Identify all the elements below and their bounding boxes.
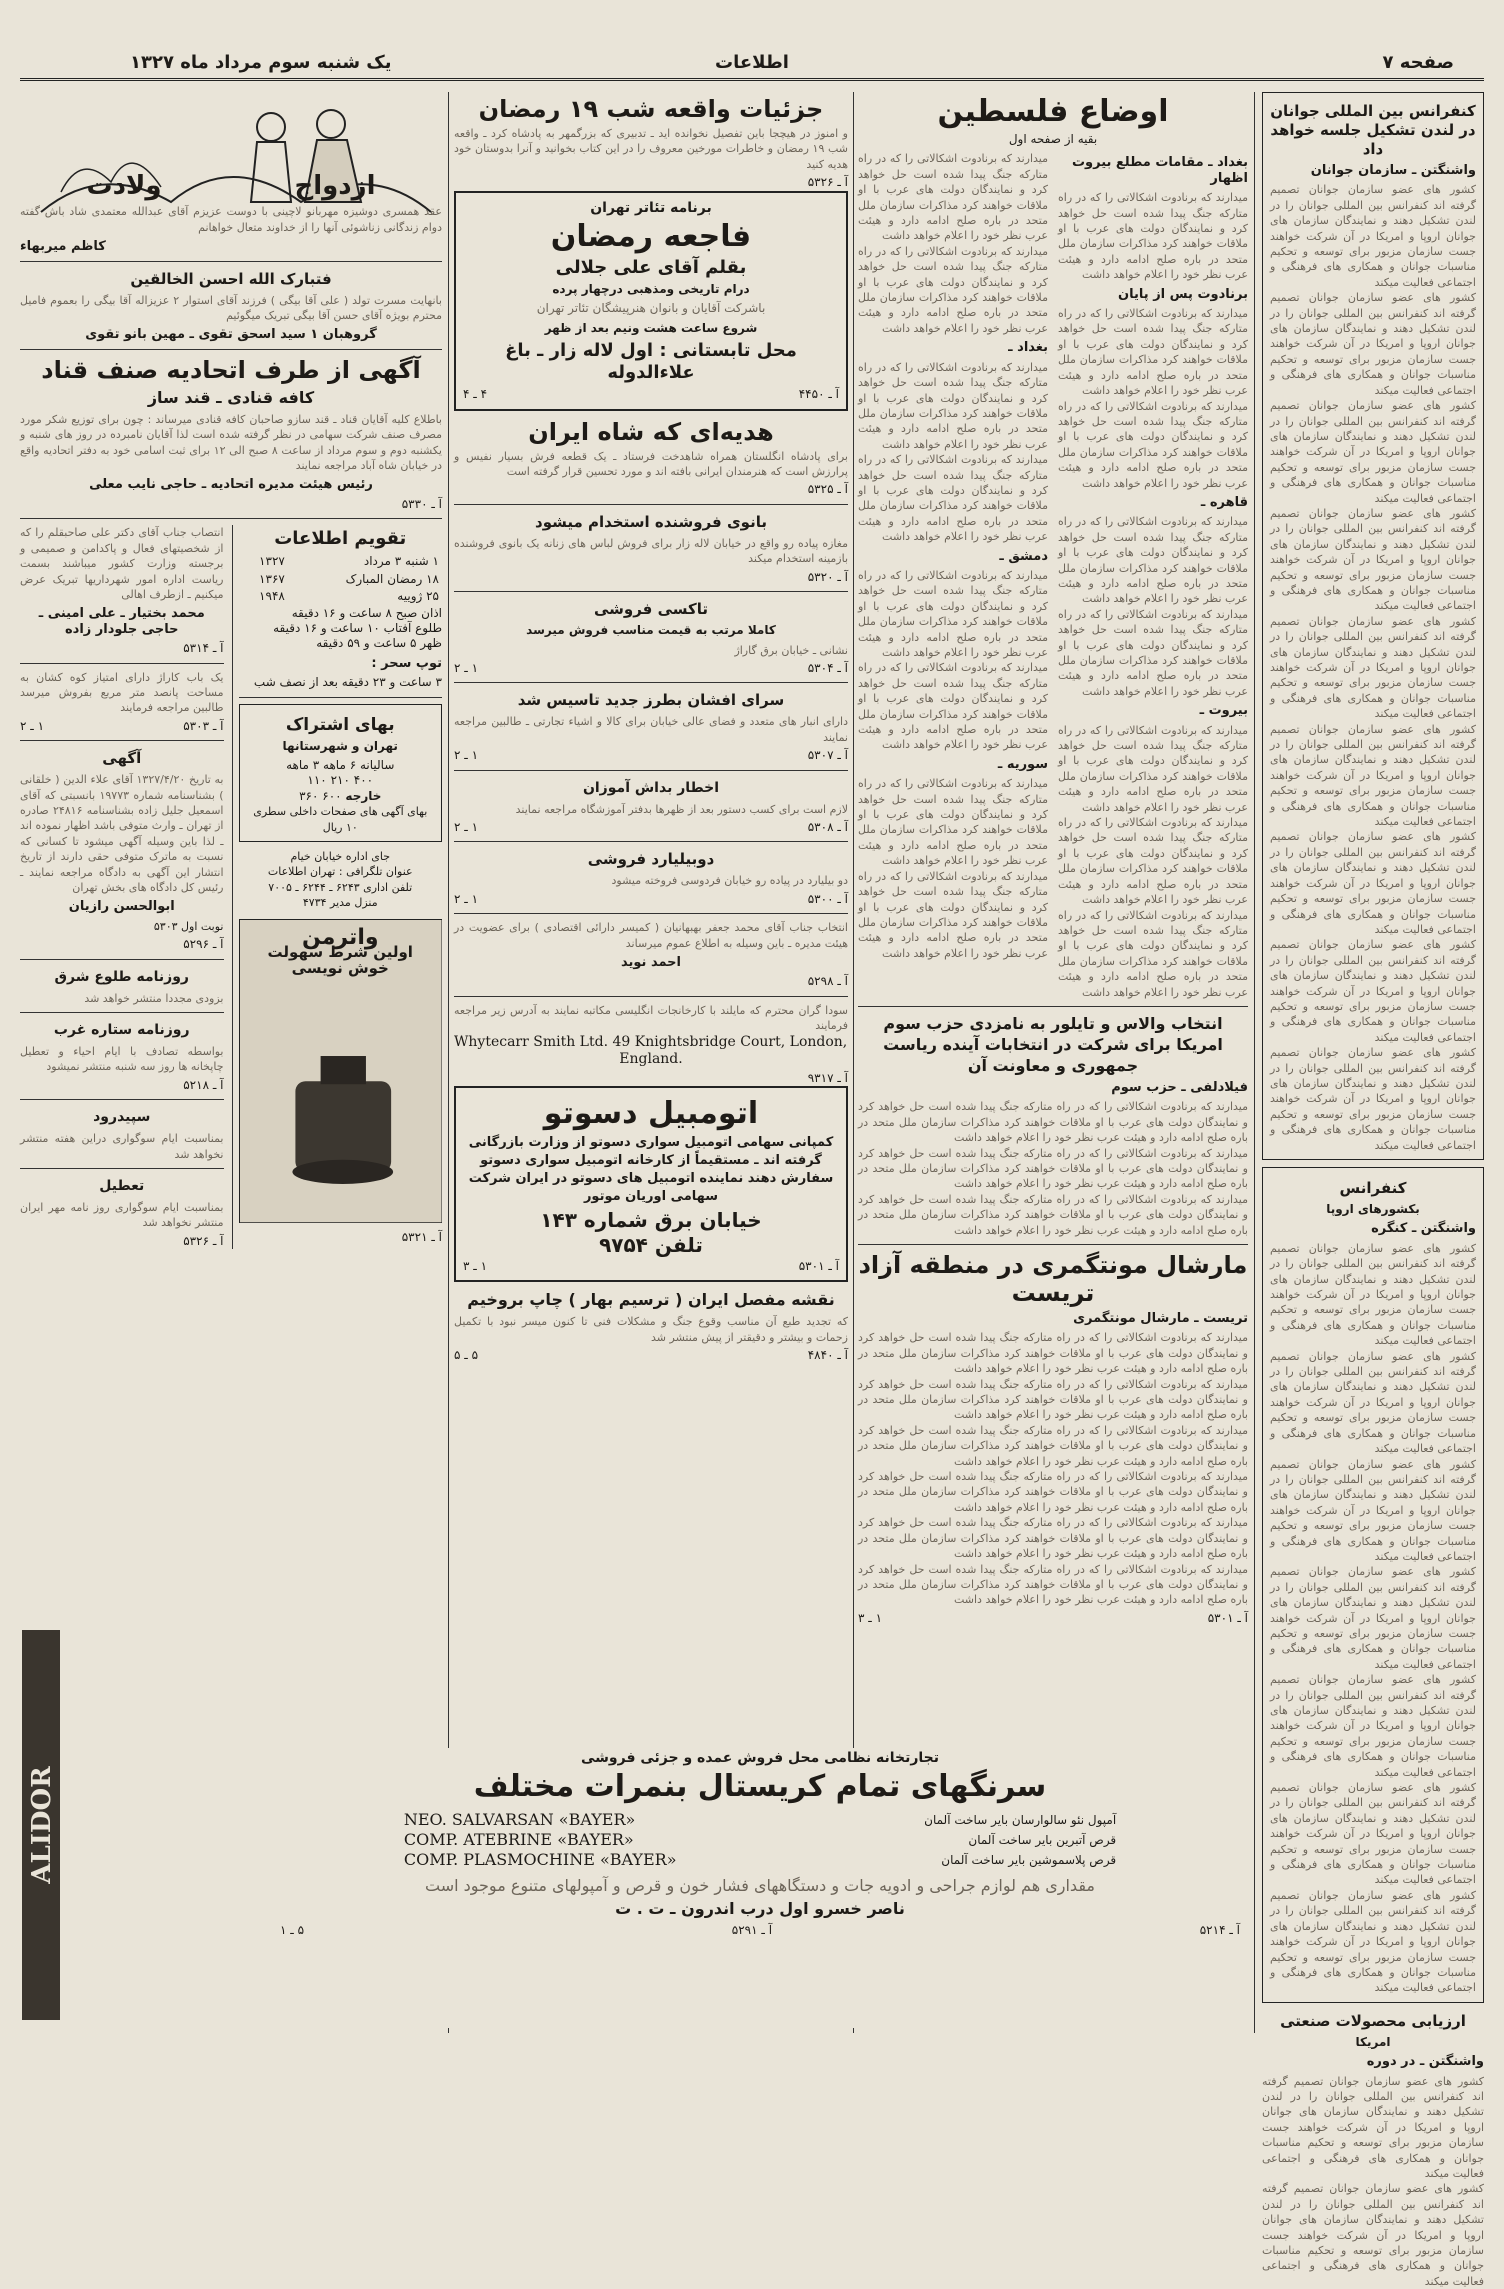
ad-title: سرنگهای تمام کریستال بنمرات مختلف — [473, 1769, 1047, 1804]
subscription-label: خارجه — [345, 788, 382, 803]
drug-name-latin: COMP. ATEBRINE «BAYER» — [403, 1830, 634, 1849]
article-body: میدارند که برنادوت اشکالاتی را که در راه متارکه جنگ پیدا شده است حل خواهد کرد و نمایندگان دولت های عرب با او ملاقات خواهند کرد مذاکرات سازمان ملل متحد در باره صلح ادامه دارد و هیئت عرب نظر خود را اعلام خواهد داشت — [1058, 191, 1248, 282]
notice-body: به تاریخ ۱۳۲۷/۴/۲۰ آقای علاء الدین ( خلقانی ) بشناسنامه شماره ۱۹۷۷۳ بانسبتی که آقای اسمعیل جلیل زاده بشناسنامه ۲۴۸۱۶ صادره از تهران ـ وارث متوفی باشد اظهار نموده اند ـ لذا باین وسیله آگهی میشود تا کسانی که نسبت به ماترک متوفی حقی دارند از تاریخ انتشار این آگهی به دادگاه مراجعه نمایند ـ رئیس کل دادگاه های بخش تهران — [20, 773, 224, 894]
ad-title: سرای افشان بطرز جدید تاسیس شد — [517, 691, 785, 710]
divider — [20, 1168, 224, 1169]
calendar-year: ۱۹۴۸ — [259, 589, 285, 604]
ad-code-run: ۱ ـ ۳ — [463, 1259, 488, 1273]
ad-code-number: آ ـ ۵۲۹۱ — [731, 1923, 773, 1937]
ad-body: مقداری هم لوازم جراحی و ادویه جات و دستگاههای فشار خون و قرص و آمپولهای متنوع موجود است — [425, 1876, 1095, 1895]
ad-code — [20, 641, 224, 656]
article-body: کشور های عضو سازمان جوانان تصمیم گرفته اند کنفرانس بین المللی جوانان را در لندن تشکیل دهند و نمایندگان سازمان های جوانان اروپا و امریکا در آن شرکت خواهند جست سازمان مزبور برای توسعه و تحکیم مناسبات جوانان و همکاری های فرهنگی و اجتماعی فعالیت میکند — [1270, 1888, 1476, 1995]
ad-body: دو بیلیارد در پیاده رو خیابان فردوسی فروخته میشود — [611, 874, 848, 888]
drug-name: قرص آتبرین بایر ساخت آلمان — [968, 1833, 1117, 1847]
ad-code-run: ۵ ـ ۱ — [280, 1923, 305, 1937]
article-body: میدارند که برنادوت اشکالاتی را که در راه متارکه جنگ پیدا شده است حل خواهد کرد و نمایندگان دولت های عرب با او ملاقات خواهند کرد مذاکرات سازمان ملل متحد در باره صلح ادامه دارد و هیئت عرب نظر خود را اعلام خواهد داشت — [1058, 607, 1248, 698]
holiday-notice — [20, 1175, 224, 1249]
drug-name: آمپول نئو سالوارسان بایر ساخت آلمان — [924, 1813, 1117, 1827]
article-body: میدارند که برنادوت اشکالاتی را که در راه متارکه جنگ پیدا شده است حل خواهد کرد و نمایندگان دولت های عرب با او ملاقات خواهند کرد مذاکرات سازمان ملل متحد در باره صلح ادامه دارد و هیئت عرب نظر خود را اعلام خواهد داشت — [858, 152, 1048, 243]
notice-body: عقد همسری دوشیزه مهربانو لاچینی با دوست عزیزم آقای عبدالله معتمدی شاد باش گفته دوام زندگانی زناشوئی آنها را از خداوند متعال خواهانم — [20, 205, 442, 234]
whytecarr-ad — [454, 1003, 848, 1086]
notice-title: روزنامه ستاره غرب — [53, 1022, 190, 1039]
article-body: میدارند که برنادوت اشکالاتی را که در راه متارکه جنگ پیدا شده است حل خواهد کرد و نمایندگان دولت های عرب با او ملاقات خواهند کرد مذاکرات سازمان ملل متحد در باره صلح ادامه دارد و هیئت عرب نظر خود را اعلام خواهد داشت — [858, 1377, 1248, 1422]
ad-code — [20, 719, 224, 734]
ad-code-run: ۱ ـ ۲ — [454, 891, 479, 906]
issue-date: یک شنبه سوم مرداد ماه ۱۳۲۷ — [130, 52, 392, 73]
calendar-row — [239, 553, 443, 570]
ad-body: سودا گران محترم که مایلند با کارخانجات انگلیسی مکاتبه نمایند به آدرس زیر مراجعه فرمایند — [454, 1003, 848, 1033]
subscription-note: بهای آگهی های صفحات داخلی سطری ۱۰ ریال — [253, 805, 428, 834]
ad-code — [454, 1348, 848, 1363]
article-body: میدارند که برنادوت اشکالاتی را که در راه متارکه جنگ پیدا شده است حل خواهد کرد و نمایندگان دولت های عرب با او ملاقات خواهند کرد مذاکرات سازمان ملل متحد در باره صلح ادامه دارد و هیئت عرب نظر خود را اعلام خواهد داشت — [858, 1516, 1248, 1561]
left-notices — [20, 525, 224, 1249]
calendar-noon: ظهر ۵ ساعت و ۵۹ دقیقه — [316, 636, 442, 651]
calendar-table — [239, 553, 443, 605]
notice-body: بمناسبت ایام سوگواری روز نامه مهر ایران منتشر نخواهد شد — [20, 1201, 224, 1230]
ad-code — [20, 937, 224, 952]
ad-code-run: ۱ ـ ۲ — [454, 660, 479, 675]
ink-ad-line: اولین شرط سهولت — [267, 943, 413, 962]
ad-body: کمپانی سهامی اتومبیل سواری دسوتو از وزارت بازرگانی گرفته اند ـ مستقیماً از کارخانه اتومبیل سواری دسوتو سفارش دهند نماینده اتومبیل های دسوتو در ایران شرکت سهامی اوریان موتور — [468, 1135, 834, 1204]
ad-code-number: آ ـ ۵۳۲۶ — [183, 1233, 224, 1248]
ad-title: بانوی فروشنده استخدام میشود — [535, 512, 767, 531]
article-lead: برنادوت پس از پایان — [1118, 286, 1248, 302]
ad-code — [454, 820, 848, 835]
article-lead: بغداد ـ مقامات مطلع بیروت اظهار — [1071, 155, 1248, 186]
ad-code-number: آ ـ ۵۲۹۶ — [183, 937, 224, 952]
ad-header: تجارتخانه نظامی محل فروش عمده و جزئی فروشی — [581, 1750, 939, 1766]
article-body: میدارند که برنادوت اشکالاتی را که در راه متارکه جنگ پیدا شده است حل خواهد کرد و نمایندگان دولت های عرب با او ملاقات خواهند کرد مذاکرات سازمان ملل متحد در باره صلح ادامه دارد و هیئت عرب نظر خود را اعلام خواهد داشت — [1058, 723, 1248, 814]
divider — [20, 1099, 224, 1100]
ad-code — [463, 1259, 839, 1274]
setareh-notice — [20, 1019, 224, 1093]
ad-title: نقشه مفصل ایران ( ترسیم بهار ) چاپ بروخیم — [467, 1290, 835, 1310]
calendar-cannon-title: توپ سحر : — [371, 655, 442, 671]
alidor-side-ad — [22, 1630, 60, 2020]
divider — [20, 1012, 224, 1013]
calendar-and-subscription — [232, 525, 443, 1249]
notice-subtitle: کافه قنادی ـ قند ساز — [147, 387, 315, 407]
article-lead: واشنگتن ـ در دوره — [1366, 2054, 1484, 2070]
alidor-brand: ALIDOR — [27, 1766, 57, 1884]
ad-code — [454, 570, 848, 585]
article-body: میدارند که برنادوت اشکالاتی را که در راه متارکه جنگ پیدا شده است حل خواهد کرد و نمایندگان دولت های عرب با او ملاقات خواهند کرد مذاکرات سازمان ملل متحد در باره صلح ادامه دارد و هیئت عرب نظر خود را اعلام خواهد داشت — [858, 661, 1048, 752]
article-headline: هدیه‌ای که شاه ایران — [528, 417, 774, 446]
ad-code-number: آ ـ ۵۳۲۱ — [401, 1229, 442, 1244]
article-body: میدارند که برنادوت اشکالاتی را که در راه متارکه جنگ پیدا شده است حل خواهد کرد و نمایندگان دولت های عرب با او ملاقات خواهند کرد مذاکرات سازمان ملل متحد در باره صلح ادامه دارد و هیئت عرب نظر خود را اعلام خواهد داشت — [858, 568, 1048, 659]
page-number: صفحه ۷ — [1382, 52, 1454, 73]
ad-author: بقلم آقای علی جلالی — [555, 257, 747, 279]
article-body: کشور های عضو سازمان جوانان تصمیم گرفته اند کنفرانس بین المللی جوانان را در لندن تشکیل دهند و نمایندگان سازمان های جوانان اروپا و امریکا در آن شرکت خواهند جست سازمان مزبور برای توسعه و تحکیم مناسبات جوانان و همکاری های فرهنگی و اجتماعی فعالیت میکند — [1270, 1241, 1476, 1348]
sepidrud-notice — [20, 1106, 224, 1162]
office-phone: تلفن اداری ۶۲۴۳ ـ ۶۲۴۴ ـ ۷۰۰۵ — [268, 880, 413, 894]
ad-code-number: آ ـ ۵۳۰۷ — [807, 748, 848, 763]
calendar-azan: اذان صبح ۸ ساعت و ۱۶ دقیقه — [291, 605, 442, 620]
ad-venue: محل تابستانی : اول لاله زار ـ باغ علاءالدوله — [505, 340, 797, 384]
ad-address-country: England. — [619, 1050, 683, 1067]
notice-body: بواسطه تصادف با ایام احیاء و تعطیل چاپخانه ها روز سه شنبه منتشر نمیشود — [20, 1045, 224, 1074]
ad-code-run: ۱ ـ ۳ — [858, 1610, 883, 1625]
court-notice — [20, 747, 224, 952]
ad-time: شروع ساعت هشت ونیم بعد از ظهر — [544, 320, 758, 335]
subscription-box — [239, 704, 443, 842]
calendar-sunrise: طلوع آفتاب ۱۰ ساعت و ۱۶ دقیقه — [273, 620, 442, 635]
article-subhead: بکشورهای اروپا — [1326, 1202, 1420, 1216]
article-body: میدارند که برنادوت اشکالاتی را که در راه متارکه جنگ پیدا شده است حل خواهد کرد و نمایندگان دولت های عرب با او ملاقات خواهند کرد مذاکرات سازمان ملل متحد در باره صلح ادامه دارد و هیئت عرب نظر خود را اعلام خواهد داشت — [858, 1100, 1248, 1145]
article-body: میدارند که برنادوت اشکالاتی را که در راه متارکه جنگ پیدا شده است حل خواهد کرد و نمایندگان دولت های عرب با او ملاقات خواهند کرد مذاکرات سازمان ملل متحد در باره صلح ادامه دارد و هیئت عرب نظر خود را اعلام خواهد داشت — [858, 1562, 1248, 1607]
ad-code — [454, 1071, 848, 1086]
article-body: کشور های عضو سازمان جوانان تصمیم گرفته اند کنفرانس بین المللی جوانان را در لندن تشکیل دهند و نمایندگان سازمان های جوانان اروپا و امریکا در آن شرکت خواهند جست سازمان مزبور برای توسعه و تحکیم مناسبات جوانان و همکاری های فرهنگی و اجتماعی فعالیت میکند — [1270, 614, 1476, 721]
ad-code-number: آ ـ ۵۲۹۸ — [807, 974, 848, 989]
ad-address: Whytecarr Smith Ltd. 49 Knightsbridge Court, London, — [454, 1033, 848, 1050]
ad-code-run: ۱ ـ ۲ — [454, 748, 479, 763]
theater-ad — [454, 191, 848, 411]
article-headline: اوضاع فلسطین — [937, 94, 1169, 129]
calendar-row — [239, 571, 443, 588]
tolu-notice — [20, 966, 224, 1006]
column-rule — [853, 92, 854, 2033]
divider — [858, 1244, 1248, 1245]
article-headline: مارشال مونتگمری در منطقه آزاد تریست — [858, 1251, 1248, 1307]
subscription-subtitle: تهران و شهرستانها — [282, 738, 398, 753]
ad-code — [20, 497, 442, 512]
article-body: کشور های عضو سازمان جوانان تصمیم گرفته اند کنفرانس بین المللی جوانان را در لندن تشکیل دهند و نمایندگان سازمان های جوانان اروپا و امریکا در آن شرکت خواهند جست سازمان مزبور برای توسعه و تحکیم مناسبات جوانان و همکاری های فرهنگی و اجتماعی فعالیت میکند — [1270, 291, 1476, 397]
office-address: جای اداره خیابان خیام — [290, 849, 391, 863]
ad-title: دوبیلیارد فروشی — [587, 850, 715, 869]
notice-signature: رئیس هیئت مدیره اتحادیه ـ حاجی نایب معلی — [89, 477, 373, 493]
article-lead: بغداد ـ — [1008, 340, 1048, 356]
article-lead: سوریه ـ — [997, 756, 1048, 772]
article-lead: واشنگتن ـ سازمان جوانان — [1310, 163, 1476, 178]
notice-body: باطلاع کلیه آقایان قناد ـ قند سازو صاحبان کافه قنادی میرساند : چون برای توزیع شکر مورد مصرف صنف شرکت سهامی در نظر گرفته شده است لذا آقایان نامبرده در روز های شنبه و یکشنبه دوم و سوم مرداد از ساعت ۸ صبح الی ۱۲ برای ثبت اسامی خود به دفتر اتحادیه واقع در خیابان شاه آباد مراجعه نمایند — [20, 412, 442, 473]
article-lead: قاهره ـ — [1200, 494, 1248, 510]
editor-phone: منزل مدیر ۴۷۳۴ — [302, 896, 378, 910]
desoto-ad — [454, 1086, 848, 1282]
ad-code-number: آ ـ ۵۳۰۳ — [183, 718, 224, 733]
ad-code — [454, 482, 848, 497]
ink-ad-line: خوش نویسی — [291, 958, 389, 977]
ad-code-number: آ ـ ۵۳۰۸ — [807, 819, 848, 834]
divider — [20, 261, 442, 262]
article-body: برای پادشاه انگلستان همراه شاهدخت فرستاد ـ یک قطعه فرش بسیار نفیس و پرارزش است که هنرمندان ایرانی بافته اند و مورد تحسین قرار گرفته است — [454, 449, 848, 479]
ad-code-number: آ ـ ۴۸۴۰ — [807, 1348, 848, 1363]
article-body: میدارند که برنادوت اشکالاتی را که در راه متارکه جنگ پیدا شده است حل خواهد کرد و نمایندگان دولت های عرب با او ملاقات خواهند کرد مذاکرات سازمان ملل متحد در باره صلح ادامه دارد و هیئت عرب نظر خود را اعلام خواهد داشت — [858, 1146, 1248, 1191]
notice-title: فتبارک الله احسن الخالقین — [130, 269, 332, 288]
calendar-cannon: ۳ ساعت و ۲۳ دقیقه بعد از نصف شب — [253, 675, 442, 690]
ad-code-run: ۱ ـ ۲ — [20, 718, 45, 733]
article-headline: ارزیابی محصولات صنعتی — [1280, 2011, 1466, 2030]
article-body: کشور های عضو سازمان جوانان تصمیم گرفته اند کنفرانس بین المللی جوانان را در لندن تشکیل دهند و نمایندگان سازمان های جوانان اروپا و امریکا در آن شرکت خواهند جست سازمان مزبور برای توسعه و تحکیم مناسبات جوانان و همکاری های فرهنگی و اجتماعی فعالیت میکند — [1270, 1349, 1476, 1456]
article-body: کشور های عضو سازمان جوانان تصمیم گرفته اند کنفرانس بین المللی جوانان را در لندن تشکیل دهند و نمایندگان سازمان های جوانان اروپا و امریکا در آن شرکت خواهند جست سازمان مزبور برای توسعه و تحکیم مناسبات جوانان و همکاری های فرهنگی و اجتماعی فعالیت میکند — [1270, 183, 1476, 289]
ad-code-number: آ ـ ۵۲۱۴ — [1199, 1923, 1240, 1937]
saleslady-ad — [454, 511, 848, 585]
article-body: میدارند که برنادوت اشکالاتی را که در راه متارکه جنگ پیدا شده است حل خواهد کرد و نمایندگان دولت های عرب با او ملاقات خواهند کرد مذاکرات سازمان ملل متحد در باره صلح ادامه دارد و هیئت عرب نظر خود را اعلام خواهد داشت — [858, 453, 1048, 544]
article-body: میدارند که برنادوت اشکالاتی را که در راه متارکه جنگ پیدا شده است حل خواهد کرد و نمایندگان دولت های عرب با او ملاقات خواهند کرد مذاکرات سازمان ملل متحد در باره صلح ادامه دارد و هیئت عرب نظر خود را اعلام خواهد داشت — [858, 777, 1048, 868]
notice-body: انتخاب جناب آقای محمد جعفر بهبهانیان ( کمیسر دارائی اقتصادی ) برای عضویت در هیئت مدیره ـ باین وسیله به اطلاع عموم میرساند — [454, 921, 848, 950]
notice-title: آگهی از طرف اتحادیه صنف قناد — [41, 355, 421, 384]
notice-signature: کاظم میربهاء — [20, 239, 106, 255]
divider — [454, 770, 848, 771]
confectioners-union-notice — [20, 356, 442, 512]
article-body: کشور های عضو سازمان جوانان تصمیم گرفته اند کنفرانس بین المللی جوانان را در لندن تشکیل دهند و نمایندگان سازمان های جوانان اروپا و امریکا در آن شرکت خواهند جست سازمان مزبور برای توسعه و تحکیم مناسبات جوانان و همکاری های فرهنگی و اجتماعی فعالیت میکند — [1270, 938, 1476, 1044]
ad-cast: باشرکت آقایان و بانوان هنرپیشگان تئاتر تهران — [536, 301, 766, 316]
ad-address: ناصر خسرو اول درب اندرون ـ ت . ت — [615, 1899, 905, 1918]
calendar-date: ۱۸ رمضان المبارک — [345, 571, 439, 586]
calendar-year: ۱۳۶۷ — [259, 571, 285, 586]
ink-ad-text — [240, 924, 442, 1070]
europe-article — [1262, 1167, 1484, 2003]
palestine-column — [858, 92, 1248, 2033]
notice-body: بزودی مجددا منتشر خواهد شد — [84, 991, 224, 1005]
garage-ad — [20, 670, 224, 735]
article-body: کشور های عضو سازمان جوانان تصمیم گرفته اند کنفرانس بین المللی جوانان را در لندن تشکیل دهند و نمایندگان سازمان های جوانان اروپا و امریکا در آن شرکت خواهند جست سازمان مزبور برای توسعه و تحکیم مناسبات جوانان و همکاری های فرهنگی و اجتماعی فعالیت میکند — [1270, 399, 1476, 505]
birth-notice — [20, 268, 442, 343]
divider — [454, 913, 848, 914]
article-headline: کنفرانس بین المللی جوانان در لندن تشکیل جلسه خواهد داد — [1270, 102, 1476, 158]
article-headline: کنفرانس — [1339, 1179, 1407, 1197]
drug-list-latin — [404, 1810, 677, 1870]
ad-code-number: آ ـ ۵۲۱۸ — [183, 1077, 224, 1092]
article-headline: انتخاب والاس و تایلور به نامزدی حزب سوم امریکا برای شرکت در انتخابات آینده ریاست جمهوری و معاونت آن — [883, 1013, 1223, 1075]
ad-code-number: آ ـ ۵۳۰۴ — [807, 660, 848, 675]
ad-code — [463, 387, 839, 402]
ad-body: مغازه پیاده رو واقع در خیابان لاله زار برای فروش لباس های زنانه یک بانوی فروشنده بازمینه استخدام میکند — [454, 536, 848, 566]
ad-code-run: ۵ ـ ۵ — [454, 1348, 479, 1363]
palestine-article — [858, 95, 1248, 1000]
wedding-notice — [20, 204, 442, 254]
ad-title: تاکسی فروشی — [593, 600, 709, 619]
left-split-section — [20, 525, 442, 1249]
ad-code — [454, 748, 848, 763]
article-headline: جزئیات واقعه شب ۱۹ رمضان — [478, 95, 824, 123]
subscription-title: بهای اشتراک — [285, 714, 395, 735]
map-ad — [454, 1289, 848, 1363]
article-body: کشور های عضو سازمان جوانان تصمیم گرفته اند کنفرانس بین المللی جوانان را در لندن تشکیل دهند و نمایندگان سازمان های جوانان اروپا و امریکا در آن شرکت خواهند جست سازمان مزبور برای توسعه و تحکیم مناسبات جوانان و همکاری های فرهنگی و اجتماعی فعالیت میکند — [1270, 1565, 1476, 1671]
article-subhead: امریکا — [1355, 2034, 1391, 2049]
notice-signature: ابوالحسن رازیان — [68, 899, 175, 915]
ad-code-number: آ ـ ۵۳۲۰ — [807, 569, 848, 584]
ad-body: نشانی ـ خیابان برق گاراژ — [734, 643, 848, 657]
divider — [20, 663, 224, 664]
wedding-heading: ازدواج — [294, 171, 376, 201]
products-article — [1262, 2010, 1484, 2289]
ad-code-run: ۴ ـ ۴ — [463, 387, 488, 402]
subscription-row: ۴۰۰ ۲۱۰ ۱۱۰ — [307, 773, 374, 788]
article-lead: دمشق ـ — [999, 548, 1048, 564]
ad-code — [454, 175, 848, 190]
ad-code-number: آ ـ ۹۳۱۷ — [807, 1070, 848, 1085]
center-column — [454, 92, 848, 2033]
article-body: کشور های عضو سازمان جوانان تصمیم گرفته اند کنفرانس بین المللی جوانان را در لندن تشکیل دهند و نمایندگان سازمان های جوانان اروپا و امریکا در آن شرکت خواهند جست سازمان مزبور برای توسعه و تحکیم مناسبات جوانان و همکاری های فرهنگی و اجتماعی فعالیت میکند — [1270, 1673, 1476, 1779]
divider — [454, 996, 848, 997]
article-subhead: بقیه از صفحه اول — [1008, 132, 1098, 146]
ad-description: درام تاریخی ومذهبی درچهار پرده — [552, 282, 750, 297]
ad-code — [454, 892, 848, 907]
calendar-title: تقویم اطلاعات — [274, 528, 407, 550]
article-body: میدارند که برنادوت اشکالاتی را که در راه متارکه جنگ پیدا شده است حل خواهد کرد و نمایندگان دولت های عرب با او ملاقات خواهند کرد مذاکرات سازمان ملل متحد در باره صلح ادامه دارد و هیئت عرب نظر خود را اعلام خواهد داشت — [1058, 816, 1248, 907]
ad-code — [454, 661, 848, 676]
article-body: کشور های عضو سازمان جوانان تصمیم گرفته اند کنفرانس بین المللی جوانان را در لندن تشکیل دهند و نمایندگان سازمان های جوانان اروپا و امریکا در آن شرکت خواهند جست سازمان مزبور برای توسعه و تحکیم مناسبات جوانان و همکاری های فرهنگی و اجتماعی فعالیت میکند — [1270, 1046, 1476, 1152]
gift-article — [454, 418, 848, 498]
divider — [454, 841, 848, 842]
article-body: کشور های عضو سازمان جوانان تصمیم گرفته اند کنفرانس بین المللی جوانان را در لندن تشکیل دهند و نمایندگان سازمان های جوانان اروپا و امریکا در آن شرکت خواهند جست سازمان مزبور برای توسعه و تحکیم مناسبات جوانان و همکاری های فرهنگی و اجتماعی فعالیت میکند — [1270, 1457, 1476, 1563]
divider — [20, 518, 442, 519]
telegraph-address: عنوان تلگرافی : تهران اطلاعات — [267, 865, 413, 879]
ad-address: خیابان برق شماره ۱۴۳ — [540, 1208, 762, 1232]
article-body: کشور های عضو سازمان جوانان تصمیم گرفته اند کنفرانس بین المللی جوانان را در لندن تشکیل دهند و نمایندگان سازمان های جوانان اروپا و امریکا در آن شرکت خواهند جست سازمان مزبور برای توسعه و تحکیم مناسبات جوانان و همکاری های فرهنگی و اجتماعی فعالیت میکند — [1262, 2182, 1484, 2288]
article-body: میدارند که برنادوت اشکالاتی را که در راه متارکه جنگ پیدا شده است حل خواهد کرد و نمایندگان دولت های عرب با او ملاقات خواهند کرد مذاکرات سازمان ملل متحد در باره صلح ادامه دارد و هیئت عرب نظر خود را اعلام خواهد داشت — [858, 1470, 1248, 1514]
article-lead: تریست ـ مارشال مونتگمری — [1073, 1311, 1248, 1326]
ad-code-number: آ ـ ۵۳۰۱ — [1207, 1610, 1248, 1625]
article-lead: واشنگتن ـ کنگره — [1371, 1221, 1476, 1237]
article-lead: فیلادلفی ـ حزب سوم — [1111, 1079, 1248, 1095]
ad-code-number: آ ـ ۵۳۲۵ — [807, 482, 848, 497]
ad-body: که تجدید طبع آن مناسب وقوع جنگ و مشکلات فنی تا کنون میسر نبود با تکمیل زحمات و بیشتر و دقیقتر از پیش منتشر شد — [454, 1315, 848, 1344]
ad-header: برنامه تئاتر تهران — [590, 199, 712, 216]
ad-title: اتومبیل دسوتو — [543, 1096, 759, 1131]
ad-body: دارای انبار های متعدد و فضای عالی خیابان برای کالا و اشیاء تجارتی ـ طالبین مراجعه نمایند — [454, 715, 848, 744]
notice-title: آگهی — [102, 749, 142, 768]
ad-subtitle: کاملا مرتب به قیمت مناسب فروش میرسد — [526, 623, 776, 638]
billiard-ad — [454, 848, 848, 907]
article-body: میدارند که برنادوت اشکالاتی را که در راه متارکه جنگ پیدا شده است حل خواهد کرد و نمایندگان دولت های عرب با او ملاقات خواهند کرد مذاکرات سازمان ملل متحد در باره صلح ادامه دارد و هیئت عرب نظر خود را اعلام خواهد داشت — [1058, 399, 1248, 490]
drug-name-latin: NEO. SALVARSAN «BAYER» — [403, 1810, 636, 1829]
palestine-subcolumn — [858, 151, 1048, 1000]
ad-body: یک باب کاراژ دارای امتیاز کوه کشان به مساحت پانصد متر مربع بفروش میرسد طالبین مراجعه فرمایند — [20, 670, 224, 715]
doctor-appointment-notice — [20, 525, 224, 656]
divider — [20, 349, 442, 350]
notice-signature: احمد نوید — [621, 954, 681, 970]
article-body: میدارند که برنادوت اشکالاتی را که در راه متارکه جنگ پیدا شده است حل خواهد کرد و نمایندگان دولت های عرب با او ملاقات خواهند کرد مذاکرات سازمان ملل متحد در باره صلح ادامه دارد و هیئت عرب نظر خود را اعلام خواهد داشت — [1058, 515, 1248, 606]
notice-signature: محمد بختیار ـ علی امینی ـ حاجی جلودار زاده — [38, 606, 205, 637]
divider — [20, 740, 224, 741]
calendar-date: ۲۵ ژوییه — [397, 589, 439, 604]
calendar-year: ۱۳۲۷ — [259, 554, 285, 569]
article-body: میدارند که برنادوت اشکالاتی را که در راه متارکه جنگ پیدا شده است حل خواهد کرد و نمایندگان دولت های عرب با او ملاقات خواهند کرد مذاکرات سازمان ملل متحد در باره صلح ادامه دارد و هیئت عرب نظر خود را اعلام خواهد داشت — [858, 1423, 1248, 1468]
birth-heading: ولادت — [86, 171, 162, 201]
article-body: میدارند که برنادوت اشکالاتی را که در راه متارکه جنگ پیدا شده است حل خواهد کرد و نمایندگان دولت های عرب با او ملاقات خواهند کرد مذاکرات سازمان ملل متحد در باره صلح ادامه دارد و هیئت عرب نظر خود را اعلام خواهد داشت — [858, 1331, 1248, 1376]
ad-code — [858, 1611, 1248, 1626]
divider — [454, 682, 848, 683]
article-body: کشور های عضو سازمان جوانان تصمیم گرفته اند کنفرانس بین المللی جوانان را در لندن تشکیل دهند و نمایندگان سازمان های جوانان اروپا و امریکا در آن شرکت خواهند جست سازمان مزبور برای توسعه و تحکیم مناسبات جوانان و همکاری های فرهنگی و اجتماعی فعالیت میکند — [1270, 830, 1476, 936]
subscription-header: سالیانه ۶ ماهه ۳ ماهه — [286, 757, 395, 772]
left-column — [20, 92, 442, 2033]
notice-round: نوبت اول ۵۳۰۳ — [153, 919, 224, 933]
article-body: کشور های عضو سازمان جوانان تصمیم گرفته اند کنفرانس بین المللی جوانان را در لندن تشکیل دهند و نمایندگان سازمان های جوانان اروپا و امریکا در آن شرکت خواهند جست سازمان مزبور برای توسعه و تحکیم مناسبات جوانان و همکاری های فرهنگی و اجتماعی فعالیت میکند — [1270, 722, 1476, 829]
ad-code — [454, 974, 848, 989]
palestine-subcolumn — [1058, 151, 1248, 1000]
notice-title: سپیدرود — [93, 1109, 151, 1126]
subscription-row: ۶۰۰ ۳۶۰ — [299, 788, 342, 803]
ad-code — [20, 1234, 224, 1249]
article-body: میدارند که برنادوت اشکالاتی را که در راه متارکه جنگ پیدا شده است حل خواهد کرد و نمایندگان دولت های عرب با او ملاقات خواهند کرد مذاکرات سازمان ملل متحد در باره صلح ادامه دارد و هیئت عرب نظر خود را اعلام خواهد داشت — [1058, 908, 1248, 999]
notice-body: انتصاب جناب آقای دکتر علی صاحبقلم را که از شخصیتهای فعال و پاکدامن و صمیمی و برجسته وزارت کشور میباشند بسمت ریاست اداره امور شهرداریها تبریک عرض میکنیم ـ ازطرف اهالی — [20, 526, 224, 601]
article-body: میدارند که برنادوت اشکالاتی را که در راه متارکه جنگ پیدا شده است حل خواهد کرد و نمایندگان دولت های عرب با او ملاقات خواهند کرد مذاکرات سازمان ملل متحد در باره صلح ادامه دارد و هیئت عرب نظر خود را اعلام خواهد داشت — [858, 244, 1048, 335]
notice-signature: گروهبان ۱ سید اسحق تقوی ـ مهین بانو تقوی — [85, 327, 377, 343]
montgomery-article — [858, 1251, 1248, 1626]
article-body: کشور های عضو سازمان جوانان تصمیم گرفته اند کنفرانس بین المللی جوانان را در لندن تشکیل دهند و نمایندگان سازمان های جوانان اروپا و امریکا در آن شرکت خواهند جست سازمان مزبور برای توسعه و تحکیم مناسبات جوانان و همکاری های فرهنگی و اجتماعی فعالیت میکند — [1262, 2074, 1484, 2180]
ad-code-number: آ ـ ۵۳۱۴ — [183, 641, 224, 656]
notice-title: روزنامه طلوع شرق — [54, 968, 189, 985]
drug-list-persian — [924, 1810, 1116, 1870]
article-body: کشور های عضو سازمان جوانان تصمیم گرفته اند کنفرانس بین المللی جوانان را در لندن تشکیل دهند و نمایندگان سازمان های جوانان اروپا و امریکا در آن شرکت خواهند جست سازمان مزبور برای توسعه و تحکیم مناسبات جوانان و همکاری های فرهنگی و اجتماعی فعالیت میکند — [1270, 1781, 1476, 1887]
divider — [239, 697, 443, 698]
article-body: کشور های عضو سازمان جوانان تصمیم گرفته اند کنفرانس بین المللی جوانان را در لندن تشکیل دهند و نمایندگان سازمان های جوانان اروپا و امریکا در آن شرکت خواهند جست سازمان مزبور برای توسعه و تحکیم مناسبات جوانان و همکاری های فرهنگی و اجتماعی فعالیت میکند — [1270, 506, 1476, 613]
ink-ad-line: واترمن — [301, 924, 379, 950]
ad-title: فاجعه رمضان — [550, 219, 752, 255]
divider — [454, 591, 848, 592]
ad-code-run: ۱ ـ ۲ — [454, 819, 479, 834]
ad-code-number: آ ـ ۵۳۰۰ — [807, 891, 848, 906]
school-ad — [454, 777, 848, 836]
ad-code — [20, 1078, 224, 1093]
ad-code-number: آ ـ ۵۳۰۱ — [798, 1259, 839, 1273]
article-body: و امنوز در هیچجا باین تفصیل نخوانده اید ـ تدبیری که بزرگمهر به پادشاه کرد ـ واقعه شب ۱۹ رمضان و خاطرات مورخین معروف را در این کتاب بخوانید و آنرا بدوستان خود هدیه کنید — [454, 127, 849, 171]
drug-name: قرص پلاسموشین بایر ساخت آلمان — [941, 1853, 1117, 1867]
drug-name-latin: COMP. PLASMOCHINE «BAYER» — [403, 1850, 677, 1869]
ad-code-number: آ ـ ۵۳۳۰ — [401, 496, 442, 511]
ad-body: لازم است برای کسب دستور بعد از ظهرها بدفتر آموزشگاه مراجعه نمایند — [515, 802, 848, 816]
calendar-date: ۱ شنبه ۳ مرداد — [363, 554, 439, 569]
notice-title: تعطیل — [99, 1178, 145, 1195]
ad-code-number: آ ـ ۴۴۵۰ — [798, 387, 839, 402]
article-lead: بیروت ـ — [1199, 703, 1248, 719]
palestine-two-column-body — [858, 151, 1248, 1000]
divider — [20, 959, 224, 960]
wallace-article — [858, 1013, 1248, 1238]
column-rule — [1254, 92, 1255, 2033]
calendar-row — [239, 588, 443, 605]
ad-code — [239, 1230, 443, 1245]
taxi-ad — [454, 598, 848, 676]
election-notice — [454, 920, 848, 990]
paper-name: اطلاعات — [715, 52, 789, 73]
column-rule — [448, 92, 449, 2033]
notice-body: بانهایت مسرت تولد ( علی آقا بیگی ) فرزند آقای استوار ۲ عزیزاله آقا بیگی را بعموم فامیل محترم بویژه آقای حسن آقا بیگی تبریک میگوئیم — [20, 293, 442, 323]
article-body: میدارند که برنادوت اشکالاتی را که در راه متارکه جنگ پیدا شده است حل خواهد کرد و نمایندگان دولت های عرب با او ملاقات خواهند کرد مذاکرات سازمان ملل متحد در باره صلح ادامه دارد و هیئت عرب نظر خود را اعلام خواهد داشت — [858, 360, 1048, 451]
article-body: میدارند که برنادوت اشکالاتی را که در راه متارکه جنگ پیدا شده است حل خواهد کرد و نمایندگان دولت های عرب با او ملاقات خواهند کرد مذاکرات سازمان ملل متحد در باره صلح ادامه دارد و هیئت عرب نظر خود را اعلام خواهد داشت — [1058, 307, 1248, 398]
ad-title: اخطار بداش آموزان — [582, 779, 720, 796]
youth-conference-article — [1262, 92, 1484, 1160]
ramadan-article — [454, 95, 848, 191]
divider — [858, 1006, 1248, 1007]
divider — [454, 504, 848, 505]
masthead — [20, 48, 1484, 81]
ad-code-number: آ ـ ۵۳۲۶ — [807, 175, 848, 190]
article-body: میدارند که برنادوت اشکالاتی را که در راه متارکه جنگ پیدا شده است حل خواهد کرد و نمایندگان دولت های عرب با او ملاقات خواهند کرد مذاکرات سازمان ملل متحد در باره صلح ادامه دارد و هیئت عرب نظر خود را اعلام خواهد داشت — [858, 869, 1048, 960]
waterman-ink-ad — [239, 919, 443, 1223]
notice-body: بمناسبت ایام سوگواری دراین هفته منتشر نخواهد شد — [20, 1132, 224, 1161]
ad-phone: تلفن ۹۷۵۴ — [599, 1233, 703, 1257]
sarai-ad — [454, 689, 848, 763]
article-body: میدارند که برنادوت اشکالاتی را که در راه متارکه جنگ پیدا شده است حل خواهد کرد و نمایندگان دولت های عرب با او ملاقات خواهند کرد مذاکرات سازمان ملل متحد در باره صلح ادامه دارد و هیئت عرب نظر خود را اعلام خواهد داشت — [858, 1192, 1248, 1237]
right-column — [1262, 92, 1484, 2288]
